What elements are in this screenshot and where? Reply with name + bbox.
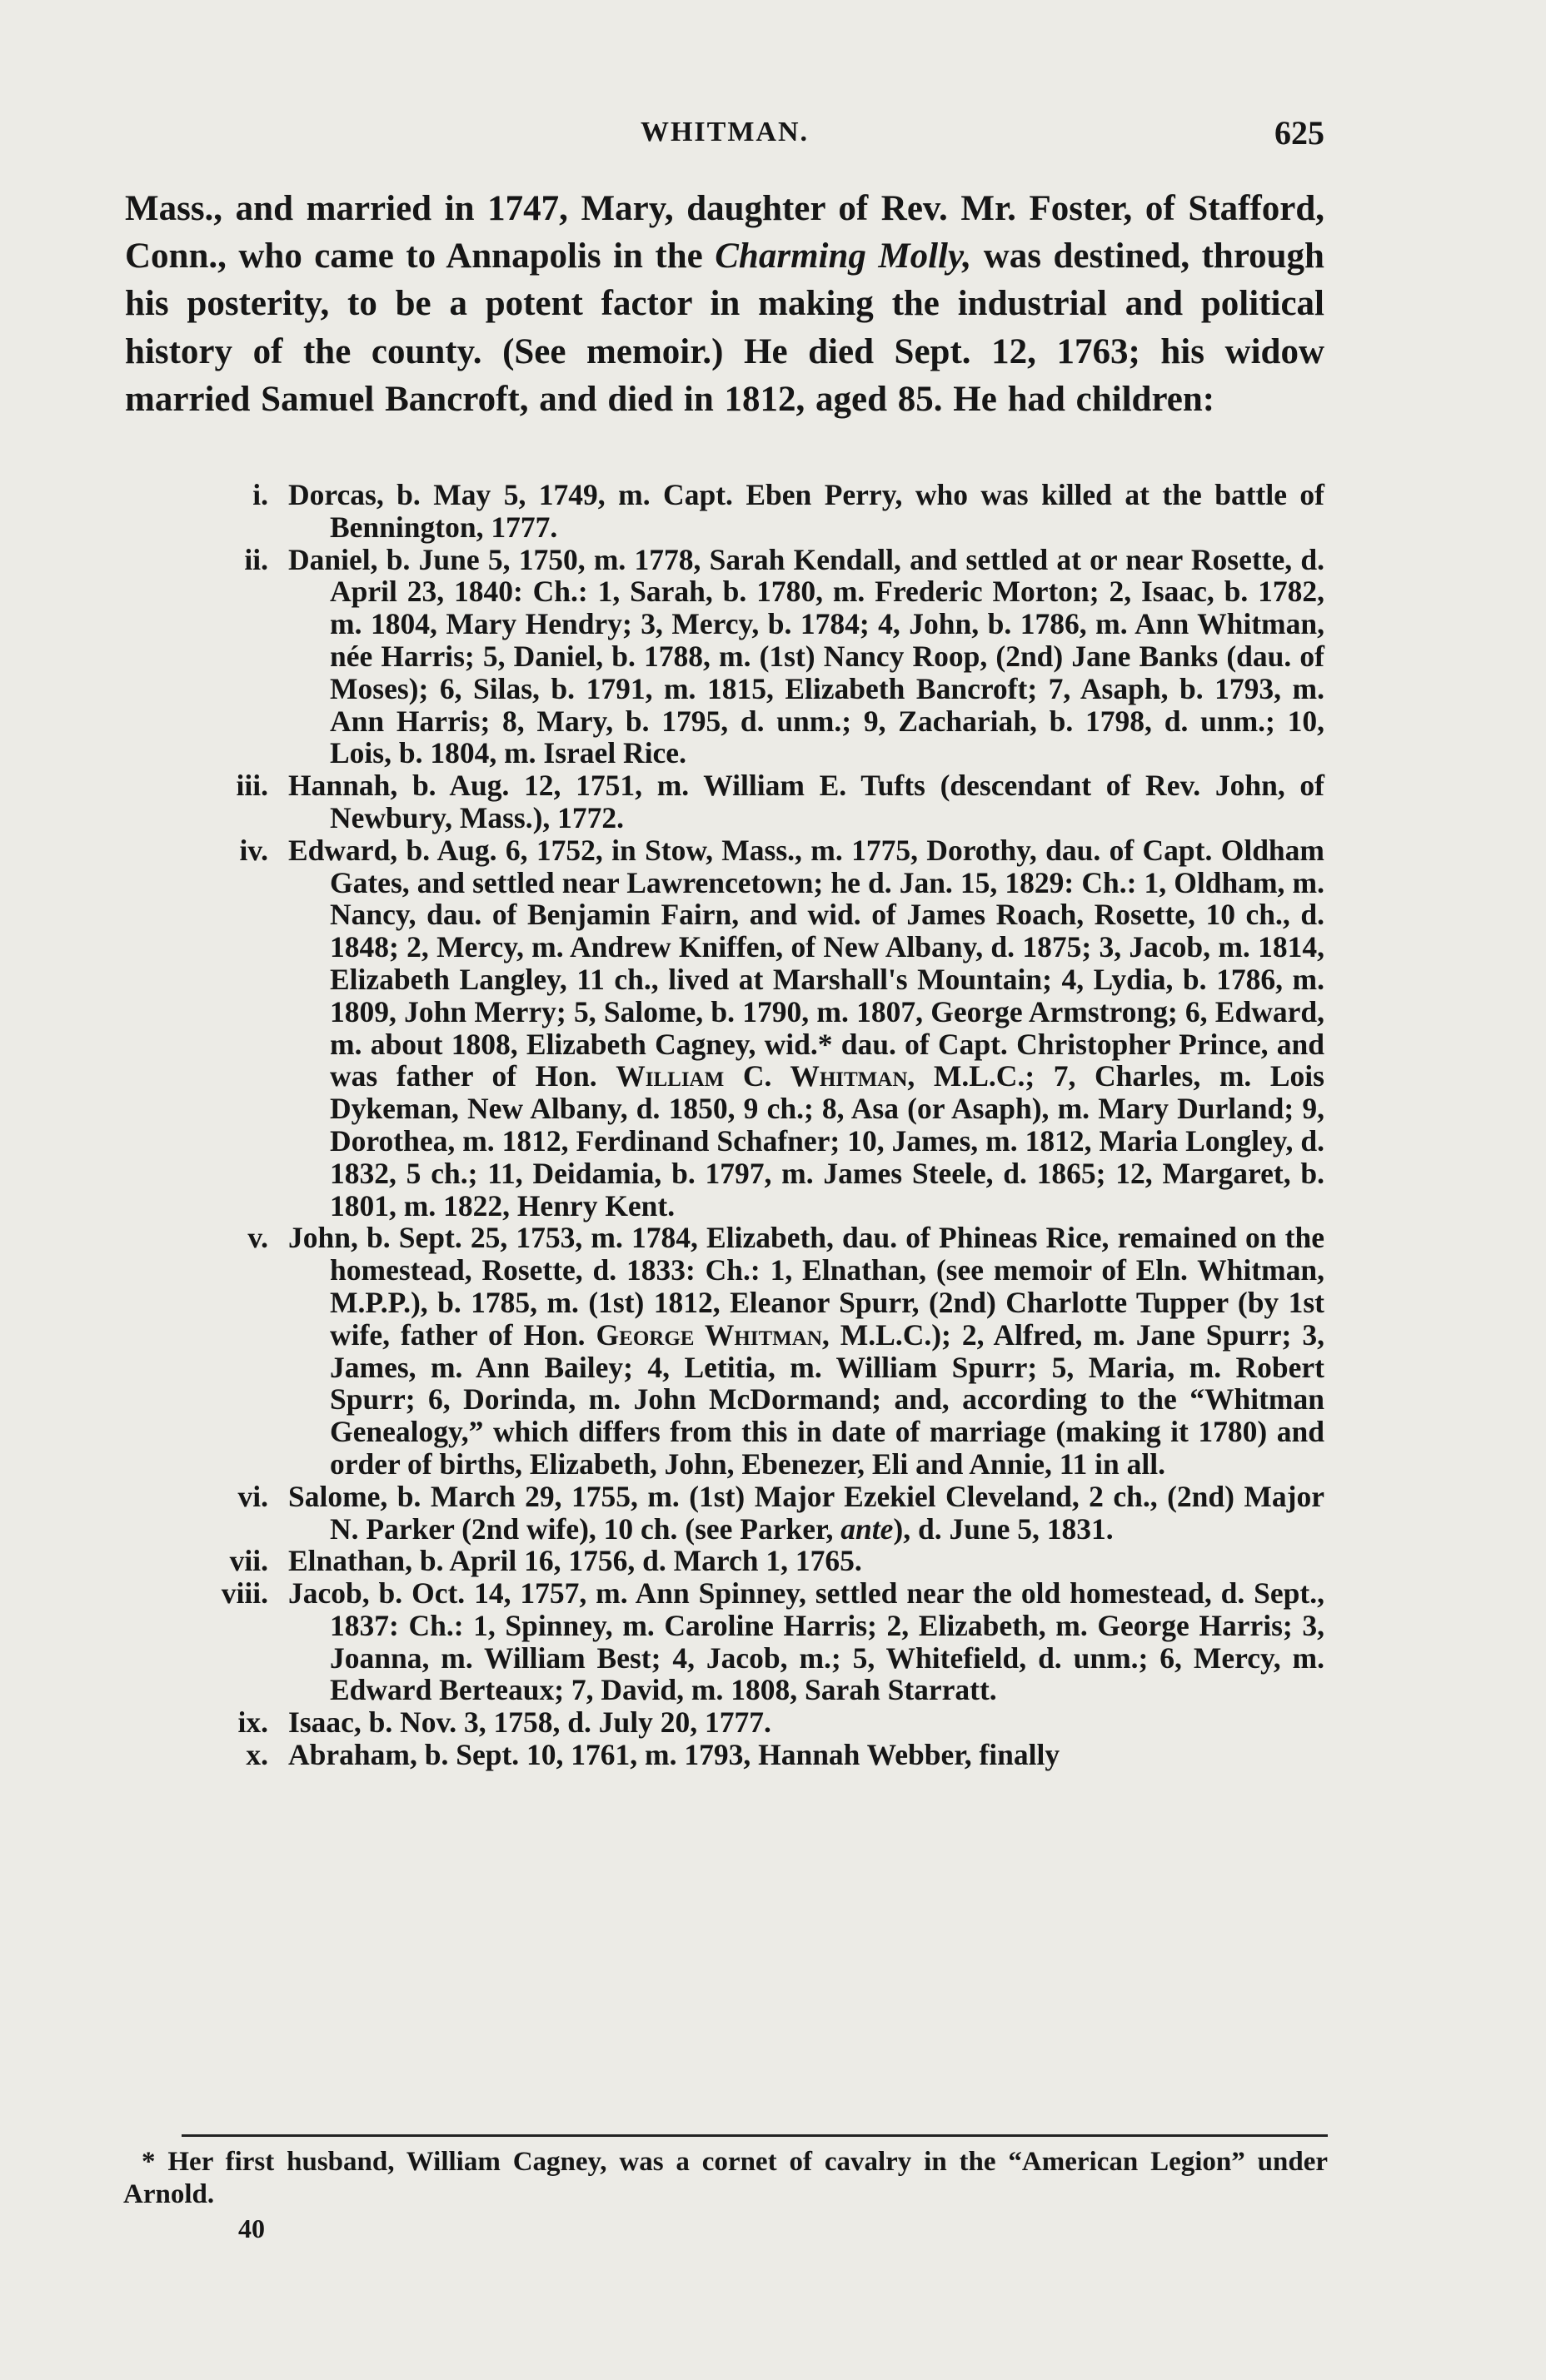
entry-text-b: , M.L.C.); 2, Alfred, m. Jane Spurr; 3, James, m. Ann Bailey; 4, Letitia, m. William Spurr; 5, Maria, m. Robert Spurr; 6, Dorinda, m. John McDormand; and, according to the “Whitman Genealogy,” which differs from this in date of marriage (making it 1780) and order of births, Elizabeth, John, Ebenezer, Eli and Annie, 11 in all. — [330, 1317, 1324, 1481]
entry-numeral: ix. — [237, 1705, 268, 1740]
entry-text: Hannah, b. Aug. 12, 1751, m. William E. Tufts (descendant of Rev. John, of Newbury, Mass.), 1772. — [288, 769, 1324, 834]
entry-text: Daniel, b. June 5, 1750, m. 1778, Sarah Kendall, and settled at or near Rosette, d. April 23, 1840: Ch.: 1, Sarah, b. 1780, m. Frederic Morton; 2, Isaac, b. 1782, m. 1804, Mary Hendry; 3, Mercy, b. 1784; 4, John, b. 1786, m. Ann Whitman, née Harris; 5, Daniel, b. 1788, m. (1st) Nancy Roop, (2nd) Jane Banks (dau. of Moses); 6, Silas, b. 1791, m. 1815, Elizabeth Bancroft; 7, Asaph, b. 1793, m. Ann Harris; 8, Mary, b. 1795, d. unm.; 9, Zachariah, b. 1798, d. unm.; 10, Lois, b. 1804, m. Israel Rice. — [288, 542, 1324, 770]
intro-text-part1: Mass., and married in 1747, Mary, daughter of Rev. Mr. Foster, of Stafford, Conn., who came to Annapolis in the — [125, 189, 1324, 276]
child-entry — [125, 1739, 1324, 1771]
footnote — [123, 2146, 1328, 2211]
ship-name: Charming Molly, — [715, 237, 972, 276]
entry-text-b: , M.L.C.; 7, Charles, m. Lois Dykeman, New Albany, d. 1850, 9 ch.; 8, Asa (or Asaph), m. Mary Durland; 9, Dorothea, m. 1812, Ferdinand Schafner; 10, James, m. 1812, Maria Longley, d. 1832, 5 ch.; 11, Deidamia, b. 1797, m. James Steele, d. 1865; 12, Margaret, b. 1801, m. 1822, Henry Kent. — [330, 1059, 1324, 1222]
entry-text-a: Edward, b. Aug. 6, 1752, in Stow, Mass., m. 1775, Dorothy, dau. of Capt. Oldham Gates, and settled near Lawrencetown; he d. Jan. 15, 1829: Ch.: 1, Oldham, m. Nancy, dau. of Benjamin Fairn, and wid. of James Roach, Rosette, 10 ch., d. 1848; 2, Mercy, m. Andrew Kniffen, of New Albany, d. 1875; 3, Jacob, m. 1814, Elizabeth Langley, 11 ch., lived at Marshall's Mountain; 4, Lydia, b. 1786, m. 1809, John Merry; 5, Salome, b. 1790, m. 1807, George Armstrong; 6, Edward, m. about 1808, Elizabeth Cagney, wid.* dau. of Capt. Christopher Prince, and was father of Hon. — [288, 833, 1324, 1093]
child-entry — [125, 1706, 1324, 1739]
child-entry — [125, 834, 1324, 1222]
footnote-rule — [182, 2134, 1328, 2137]
entry-text: Isaac, b. Nov. 3, 1758, d. July 20, 1777. — [288, 1705, 771, 1740]
entry-numeral: v. — [247, 1221, 268, 1255]
child-entry — [125, 479, 1324, 544]
child-entry — [125, 1577, 1324, 1706]
entry-numeral: iii. — [236, 769, 268, 803]
entry-text — [288, 1222, 1324, 1480]
page-number: 625 — [1274, 114, 1324, 152]
entry-numeral: iv. — [239, 833, 268, 867]
entry-text — [288, 1481, 1324, 1546]
entry-numeral: viii. — [221, 1576, 268, 1611]
signature-mark: 40 — [238, 2213, 265, 2243]
entry-text: Dorcas, b. May 5, 1749, m. Capt. Eben Perry, who was killed at the battle of Bennington, 1777. — [288, 478, 1324, 544]
running-head — [125, 110, 1324, 160]
child-entry — [125, 769, 1324, 834]
entry-numeral: vi. — [237, 1479, 268, 1513]
child-entry — [125, 1481, 1324, 1546]
entry-numeral: ii. — [244, 542, 268, 576]
entry-text: Elnathan, b. April 16, 1756, d. March 1, 1765. — [288, 1544, 862, 1578]
entry-text-a: Salome, b. March 29, 1755, m. (1st) Major Ezekiel Cleveland, 2 ch., (2nd) Major N. Parker (2nd wife), 10 ch. (see Parker, — [288, 1479, 1324, 1546]
entry-name-small-caps: George Whitman — [596, 1317, 822, 1352]
entry-text-a: John, b. Sept. 25, 1753, m. 1784, Elizabeth, dau. of Phineas Rice, remained on the homestead, Rosette, d. 1833: Ch.: 1, Elnathan, (see memoir of Eln. Whitman, M.P.P.), b. 1785, m. (1st) 1812, Eleanor Spurr, (2nd) Charlotte Tupper (by 1st wife, father of Hon. — [288, 1221, 1324, 1352]
running-title: WHITMAN. — [640, 117, 810, 147]
entry-text-b: ), d. June 5, 1831. — [893, 1511, 1114, 1546]
entry-text: Jacob, b. Oct. 14, 1757, m. Ann Spinney, settled near the old homestead, d. Sept., 1837: Ch.: 1, Spinney, m. Caroline Harris; 2, Elizabeth, m. George Harris; 3, Joanna, m. William Best; 4, Jacob, m.; 5, Whitefield, d. unm.; 6, Mercy, m. Edward Berteaux; 7, David, m. 1808, Sarah Starratt. — [288, 1576, 1324, 1707]
child-entry — [125, 544, 1324, 770]
entry-numeral: x. — [246, 1738, 268, 1772]
child-entry — [125, 1545, 1324, 1577]
entry-italic-word: ante — [840, 1511, 894, 1546]
entry-numeral: i. — [252, 478, 268, 511]
footnote-text: * Her first husband, William Cagney, was a cornet of cavalry in the “American Legion” under Arnold. — [123, 2147, 1328, 2209]
entry-numeral: vii. — [229, 1544, 268, 1578]
entry-text — [288, 834, 1324, 1222]
intro-paragraph — [125, 185, 1324, 423]
children-list — [125, 479, 1324, 1771]
child-entry — [125, 1222, 1324, 1480]
intro-text-part2: was destined, through his posterity, to be a potent factor in making the industrial and political history of the county. (See memoir.) He died Sept. 12, 1763; his widow married Samuel Bancroft, and died in 1812, aged 85. He had children: — [125, 237, 1324, 419]
entry-text: Abraham, b. Sept. 10, 1761, m. 1793, Hannah Webber, finally — [288, 1738, 1060, 1772]
entry-name-small-caps: William C. Whitman — [616, 1059, 908, 1093]
